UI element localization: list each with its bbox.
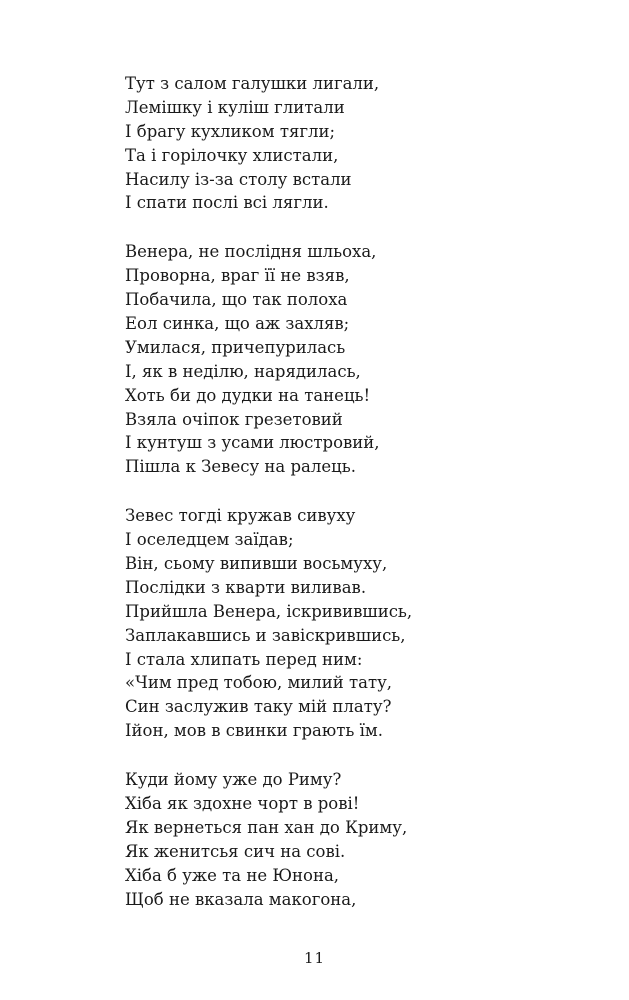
poem-text xyxy=(125,72,585,937)
verse-line: І, як в неділю, нарядилась, xyxy=(125,361,361,381)
verse-line: Зевес тогді кружав сивуху xyxy=(125,506,356,526)
stanza-3 xyxy=(125,504,585,743)
verse-line: Щоб не вказала макогона, xyxy=(125,889,357,909)
stanza-1 xyxy=(125,72,585,215)
verse-line: Хіба б уже та не Юнона, xyxy=(125,865,340,885)
verse-line: Син заслужив таку мій плату? xyxy=(125,697,392,717)
verse-line: Пішла к Зевесу на ралець. xyxy=(125,457,356,477)
verse-line: І спати послі всі лягли. xyxy=(125,193,329,213)
verse-line: Послідки з кварти виливав. xyxy=(125,577,367,597)
verse-line: І кунтуш з усами люстровий, xyxy=(125,433,380,453)
verse-line: Еол синка, що аж захляв; xyxy=(125,314,350,334)
verse-line: Куди йому уже до Риму? xyxy=(125,770,342,790)
verse-line: Як вернеться пан хан до Криму, xyxy=(125,817,408,837)
verse-line: Побачила, що так полоха xyxy=(125,290,348,310)
verse-line: «Чим пред тобою, милий тату, xyxy=(125,673,393,693)
verse-line: Тут з салом галушки лигали, xyxy=(125,74,380,93)
verse-line: Венера, не послідня шльоха, xyxy=(125,242,377,262)
stanza-2 xyxy=(125,240,585,479)
verse-line: Насилу із-за столу встали xyxy=(125,169,352,189)
verse-line: Прийшла Венера, іскривившись, xyxy=(125,601,413,621)
verse-line: Лемішку і куліш глитали xyxy=(125,97,345,117)
verse-line: Взяла очіпок грезетовий xyxy=(125,409,343,429)
verse-line: Як женитсья сич на сові. xyxy=(125,841,346,861)
verse-line: Хоть би до дудки на танець! xyxy=(125,385,371,405)
verse-line: Хіба як здохне чорт в рові! xyxy=(125,794,360,814)
verse-line: І стала хлипать перед ним: xyxy=(125,649,363,669)
verse-line: Ійон, мов в свинки грають їм. xyxy=(125,721,383,741)
verse-line: Умилася, причепурилась xyxy=(125,337,346,357)
verse-line: Проворна, враг її не взяв, xyxy=(125,266,350,286)
verse-line: Та і горілочку хлистали, xyxy=(125,145,339,165)
verse-line: І брагу кухликом тягли; xyxy=(125,121,336,141)
verse-line: Заплакавшись и завіскрившись, xyxy=(125,625,406,645)
page-number: 11 xyxy=(303,949,326,967)
stanza-4 xyxy=(125,768,585,911)
verse-line: І оселедцем заїдав; xyxy=(125,530,294,550)
verse-line: Він, сьому випивши восьмуху, xyxy=(125,554,388,574)
